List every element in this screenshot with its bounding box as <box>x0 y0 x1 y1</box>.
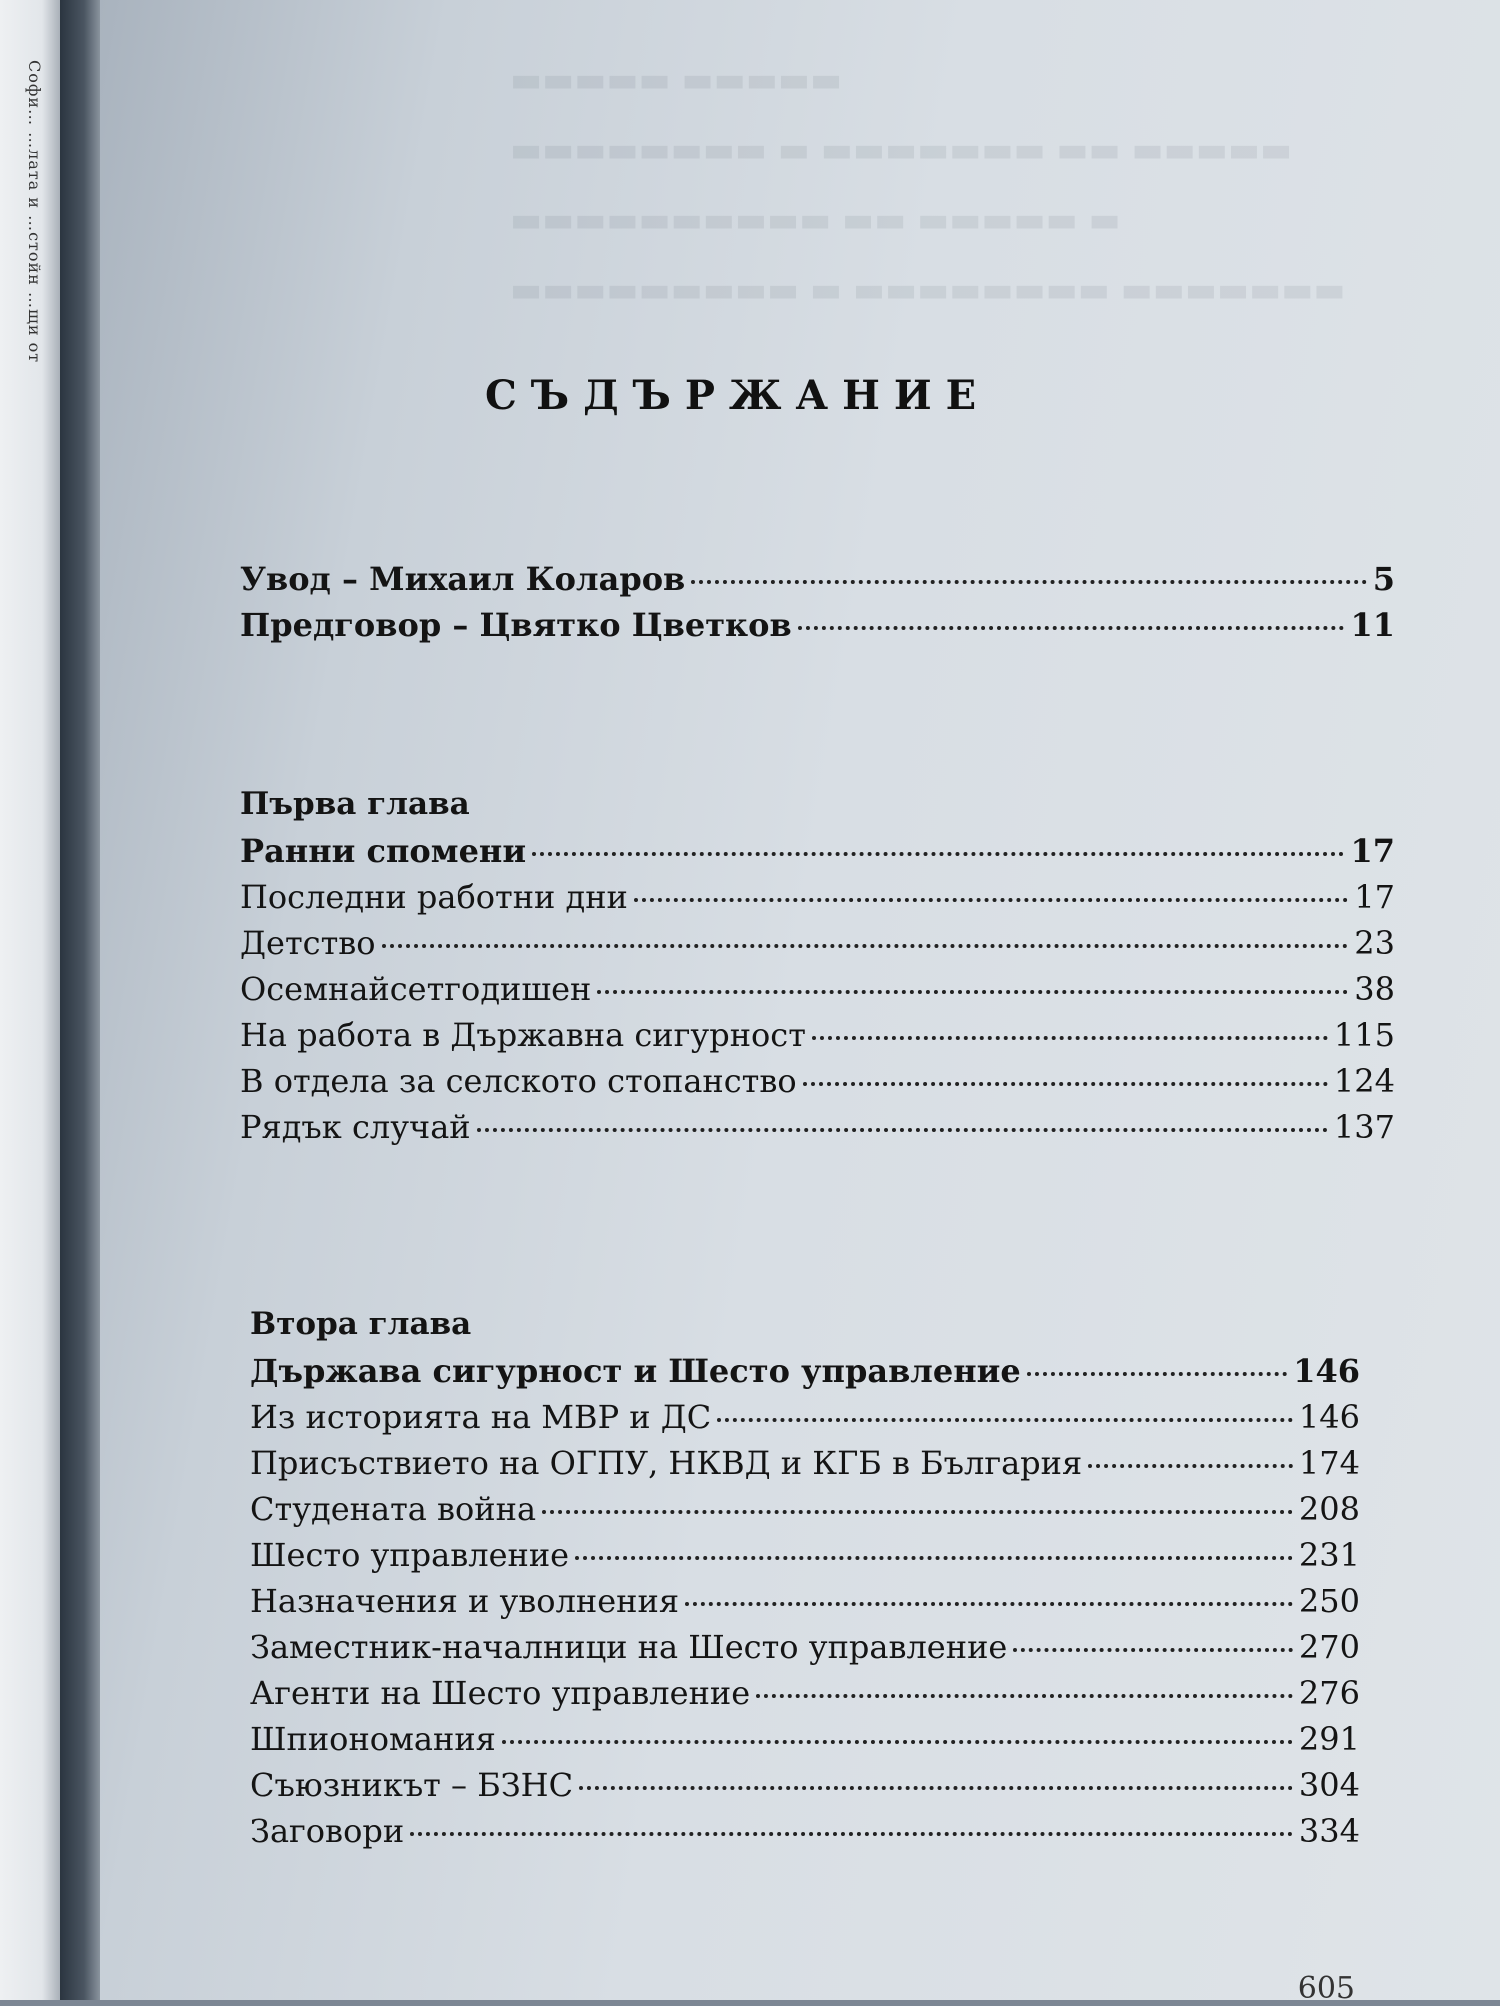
toc-entry <box>250 1440 1360 1486</box>
toc-leader <box>717 1418 1293 1422</box>
show-through: ▬▬▬▬▬▬▬ ▬▬▬▬▬▬▬▬ ▬ ▬▬▬▬▬▬▬▬▬ <box>510 270 1346 310</box>
toc-entry <box>250 1578 1360 1624</box>
toc-entry-page: 250 <box>1298 1582 1360 1620</box>
show-through: ▬ ▬▬▬▬▬ ▬▬ ▬▬▬▬▬▬▬▬▬▬ <box>510 200 1121 240</box>
toc-entry-page: 304 <box>1298 1766 1360 1804</box>
toc-entry-page: 146 <box>1293 1352 1360 1390</box>
toc-entry <box>240 1104 1395 1150</box>
toc-leader <box>502 1740 1293 1744</box>
toc-leader <box>542 1510 1293 1514</box>
toc-entry-title: Последни работни дни <box>240 878 628 916</box>
toc-entry-page: 17 <box>1350 832 1395 870</box>
toc-entry <box>240 556 1395 602</box>
toc-entry-title: Агенти на Шесто управление <box>250 1674 751 1712</box>
toc-entry-title: В отдела за селското стопанство <box>240 1062 797 1100</box>
toc-entry-title: Държава сигурност и Шесто управление <box>250 1352 1021 1390</box>
toc-entry-title: Присъствието на ОГПУ, НКВД и КГБ в България <box>250 1444 1083 1482</box>
toc-entry-title: Увод – Михаил Коларов <box>240 560 686 598</box>
toc-entry <box>250 1624 1360 1670</box>
toc-entry <box>250 1808 1360 1854</box>
toc-leader <box>1088 1464 1293 1468</box>
toc-entry <box>240 966 1395 1012</box>
toc-entry-page: 124 <box>1333 1062 1395 1100</box>
toc-entry-title: Заговори <box>250 1812 405 1850</box>
toc-entry-title: Шпиономания <box>250 1720 496 1758</box>
toc-leader <box>477 1128 1328 1132</box>
toc-entry <box>250 1532 1360 1578</box>
toc-entry-title: Рядък случай <box>240 1108 471 1146</box>
toc-entry-page: 276 <box>1298 1674 1360 1712</box>
toc-entry-page: 208 <box>1298 1490 1360 1528</box>
toc-leader <box>803 1082 1328 1086</box>
toc-entry-title: Студената война <box>250 1490 537 1528</box>
toc-entry-page: 270 <box>1298 1628 1360 1666</box>
toc-leader <box>579 1786 1293 1790</box>
toc-leader <box>756 1694 1293 1698</box>
toc-entry-page: 23 <box>1354 924 1395 962</box>
book-gutter <box>60 0 100 2000</box>
toc-entry-title: Ранни спомени <box>240 832 527 870</box>
toc-entry <box>250 1670 1360 1716</box>
chapter2-heading <box>250 1348 1360 1394</box>
toc-entry <box>240 1058 1395 1104</box>
toc-leader <box>691 580 1366 584</box>
chapter1-heading <box>240 828 1395 874</box>
toc-entry-page: 17 <box>1354 878 1395 916</box>
toc-entry-page: 5 <box>1372 560 1395 598</box>
toc-entry-title: Детство <box>240 924 376 962</box>
toc-entry <box>250 1486 1360 1532</box>
toc-entry <box>240 602 1395 648</box>
toc-leader <box>382 944 1349 948</box>
chapter1-label: Първа глава <box>240 786 470 822</box>
toc-entry-page: 146 <box>1298 1398 1360 1436</box>
show-through: ▬▬▬▬▬ ▬▬▬▬▬ <box>510 60 843 100</box>
toc-entry <box>240 920 1395 966</box>
toc-entry-page: 38 <box>1354 970 1395 1008</box>
toc-entry <box>240 874 1395 920</box>
toc-entry <box>250 1762 1360 1808</box>
toc-entry-title: На работа в Държавна сигурност <box>240 1016 806 1054</box>
book-page <box>100 0 1500 2006</box>
toc-entry <box>250 1716 1360 1762</box>
toc-entry <box>240 1012 1395 1058</box>
toc-leader <box>575 1556 1293 1560</box>
toc-entry-page: 291 <box>1298 1720 1360 1758</box>
toc-leader <box>597 990 1348 994</box>
show-through: ▬▬▬▬▬ ▬▬ ▬▬▬▬▬▬▬ ▬ ▬▬▬▬▬▬▬▬ <box>510 130 1293 170</box>
toc-entry-page: 174 <box>1298 1444 1360 1482</box>
facing-page-edge <box>0 0 60 2000</box>
toc-entry-title: Шесто управление <box>250 1536 570 1574</box>
toc-leader <box>532 852 1344 856</box>
toc-leader <box>685 1602 1293 1606</box>
page-title: СЪДЪРЖАНИЕ <box>485 372 991 419</box>
toc-leader <box>1027 1372 1287 1376</box>
toc-entry-page: 137 <box>1333 1108 1395 1146</box>
page-number: 605 <box>1297 1971 1355 2006</box>
toc-leader <box>410 1832 1293 1836</box>
toc-leader <box>798 626 1345 630</box>
toc-entry-page: 11 <box>1350 606 1395 644</box>
toc-entry-title: Заместник-началници на Шесто управление <box>250 1628 1008 1666</box>
toc-entry-title: Назначения и уволнения <box>250 1582 679 1620</box>
chapter2-label: Втора глава <box>250 1306 472 1342</box>
front-matter-list <box>240 556 1395 648</box>
toc-entry <box>250 1394 1360 1440</box>
toc-entry-title: Съюзникът – БЗНС <box>250 1766 574 1804</box>
toc-entry-page: 231 <box>1298 1536 1360 1574</box>
facing-page-text: Софи… …лата и …стойн …щи от <box>25 60 44 364</box>
toc-leader <box>634 898 1348 902</box>
toc-entry-title: Предговор – Цвятко Цветков <box>240 606 792 644</box>
chapter1-section <box>240 780 1395 1150</box>
toc-entry-title: Осемнайсетгодишен <box>240 970 592 1008</box>
toc-leader <box>812 1036 1328 1040</box>
toc-entry-title: Из историята на МВР и ДС <box>250 1398 712 1436</box>
toc-entry-page: 334 <box>1298 1812 1360 1850</box>
toc-entry-page: 115 <box>1333 1016 1395 1054</box>
chapter2-section <box>250 1300 1360 1854</box>
toc-leader <box>1013 1648 1293 1652</box>
